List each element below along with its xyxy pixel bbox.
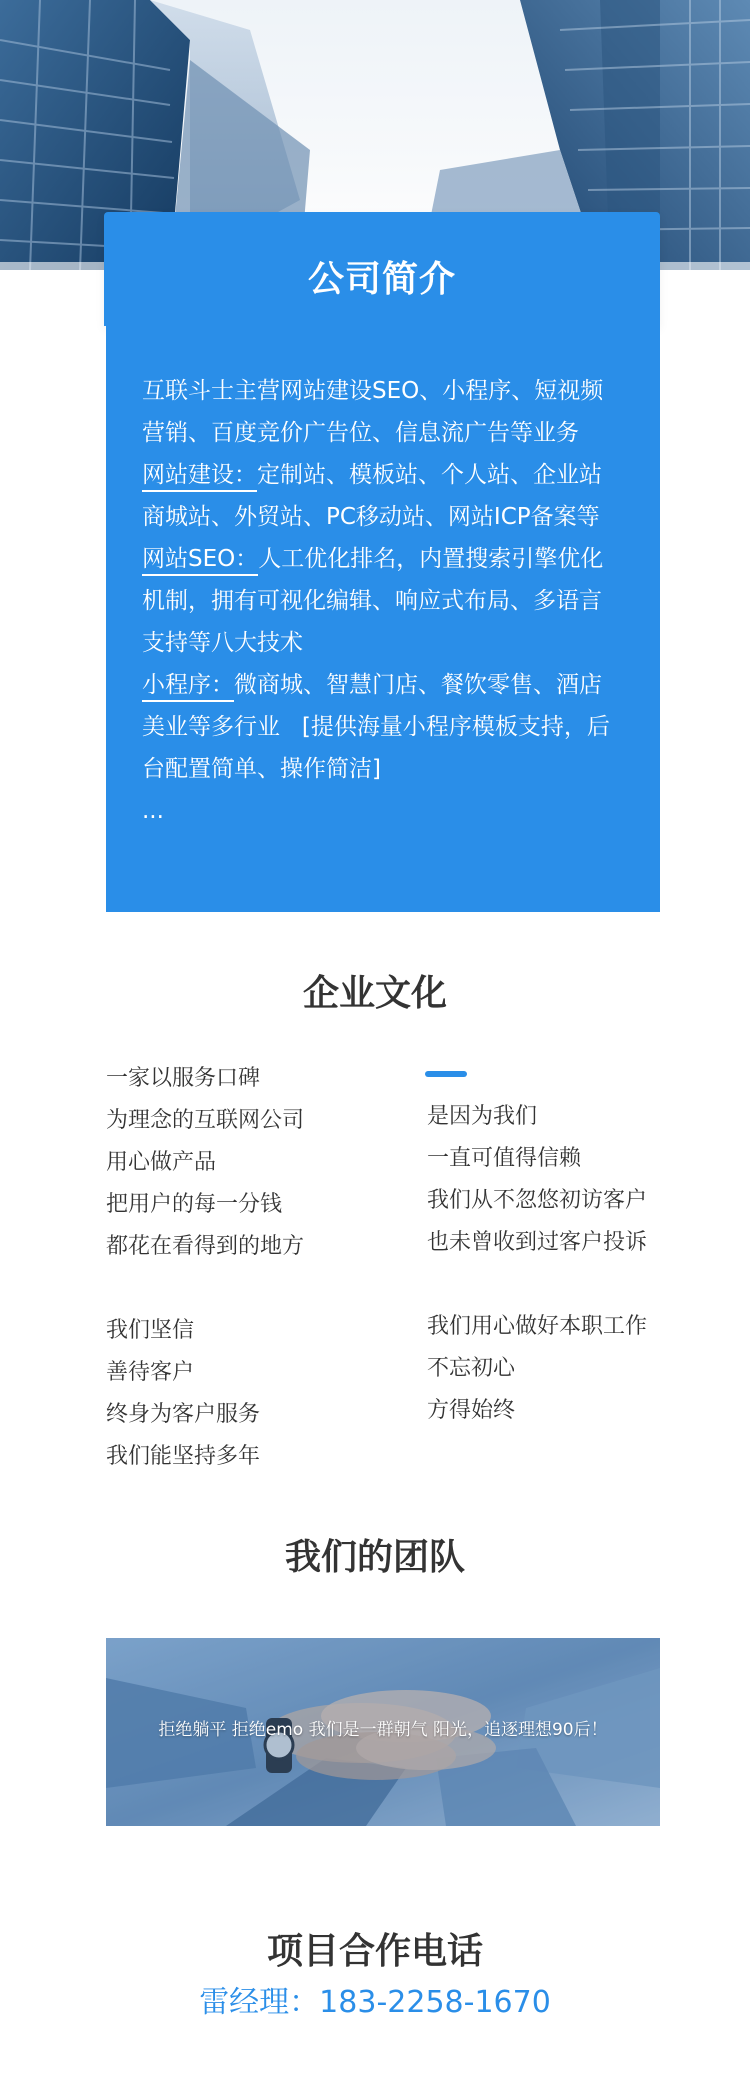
intro-line: 台配置简单、操作简洁]: [142, 756, 381, 782]
culture-line: 一直可值得信赖: [427, 1146, 582, 1171]
culture-line: 也未曾收到过客户投诉: [427, 1230, 648, 1255]
culture-left-group-2: [106, 1310, 260, 1478]
intro-line-website: 网站建设：定制站、模板站、个人站、企业站: [142, 454, 632, 496]
culture-line: 不忘初心: [427, 1356, 516, 1381]
culture-line: 我们用心做好本职工作: [427, 1314, 648, 1339]
intro-ellipsis: ...: [142, 798, 164, 824]
team-title: 我们的团队: [284, 1537, 465, 1578]
intro-line: 商城站、外贸站、PC移动站、网站ICP备案等: [142, 504, 600, 530]
culture-line: 把用户的每一分钱: [106, 1192, 283, 1217]
intro-title: 公司简介: [307, 259, 456, 300]
intro-line-seo: 网站SEO：人工优化排名，内置搜索引擎优化: [142, 538, 632, 580]
culture-line: 是因为我们: [427, 1104, 538, 1129]
culture-title: 企业文化: [302, 973, 447, 1014]
culture-accent-bar: [425, 1071, 467, 1077]
intro-text: [142, 370, 632, 832]
culture-right-group-2: [427, 1306, 647, 1432]
culture-line: 我们坚信: [106, 1318, 195, 1343]
team-caption: 拒绝躺平 拒绝emo 我们是一群朝气 阳光，追逐理想90后！: [158, 1720, 608, 1740]
intro-label-seo: 网站SEO：: [142, 546, 258, 576]
culture-line: 都花在看得到的地方: [106, 1234, 305, 1259]
intro-label-miniprogram: 小程序：: [142, 672, 234, 702]
culture-line: 为理念的互联网公司: [106, 1108, 305, 1133]
culture-line: 善待客户: [106, 1360, 195, 1385]
contact-phone[interactable]: 雷经理：183-2258-1670: [199, 1985, 551, 2020]
intro-line: 美业等多行业 [提供海量小程序模板支持，后: [142, 714, 610, 740]
intro-line: 营销、百度竞价广告位、信息流广告等业务: [142, 420, 579, 446]
culture-line: 用心做产品: [106, 1150, 217, 1175]
intro-line-miniprogram: 小程序：微商城、智慧门店、餐饮零售、酒店: [142, 664, 632, 706]
team-banner-image: [106, 1638, 660, 1826]
intro-label-website: 网站建设：: [142, 462, 257, 492]
culture-line: 一家以服务口碑: [106, 1066, 261, 1091]
culture-line: 终身为客户服务: [106, 1402, 261, 1427]
culture-line: 方得始终: [427, 1398, 516, 1423]
culture-left-group-1: [106, 1058, 304, 1268]
intro-line: 互联斗士主营网站建设SEO、小程序、短视频: [142, 378, 604, 404]
culture-right-group-1: [427, 1096, 647, 1264]
intro-line: 支持等八大技术: [142, 630, 303, 656]
culture-line: 我们从不忽悠初访客户: [427, 1188, 648, 1213]
intro-line: 机制，拥有可视化编辑、响应式布局、多语言: [142, 588, 602, 614]
culture-line: 我们能坚持多年: [106, 1444, 261, 1469]
contact-title: 项目合作电话: [266, 1931, 483, 1972]
